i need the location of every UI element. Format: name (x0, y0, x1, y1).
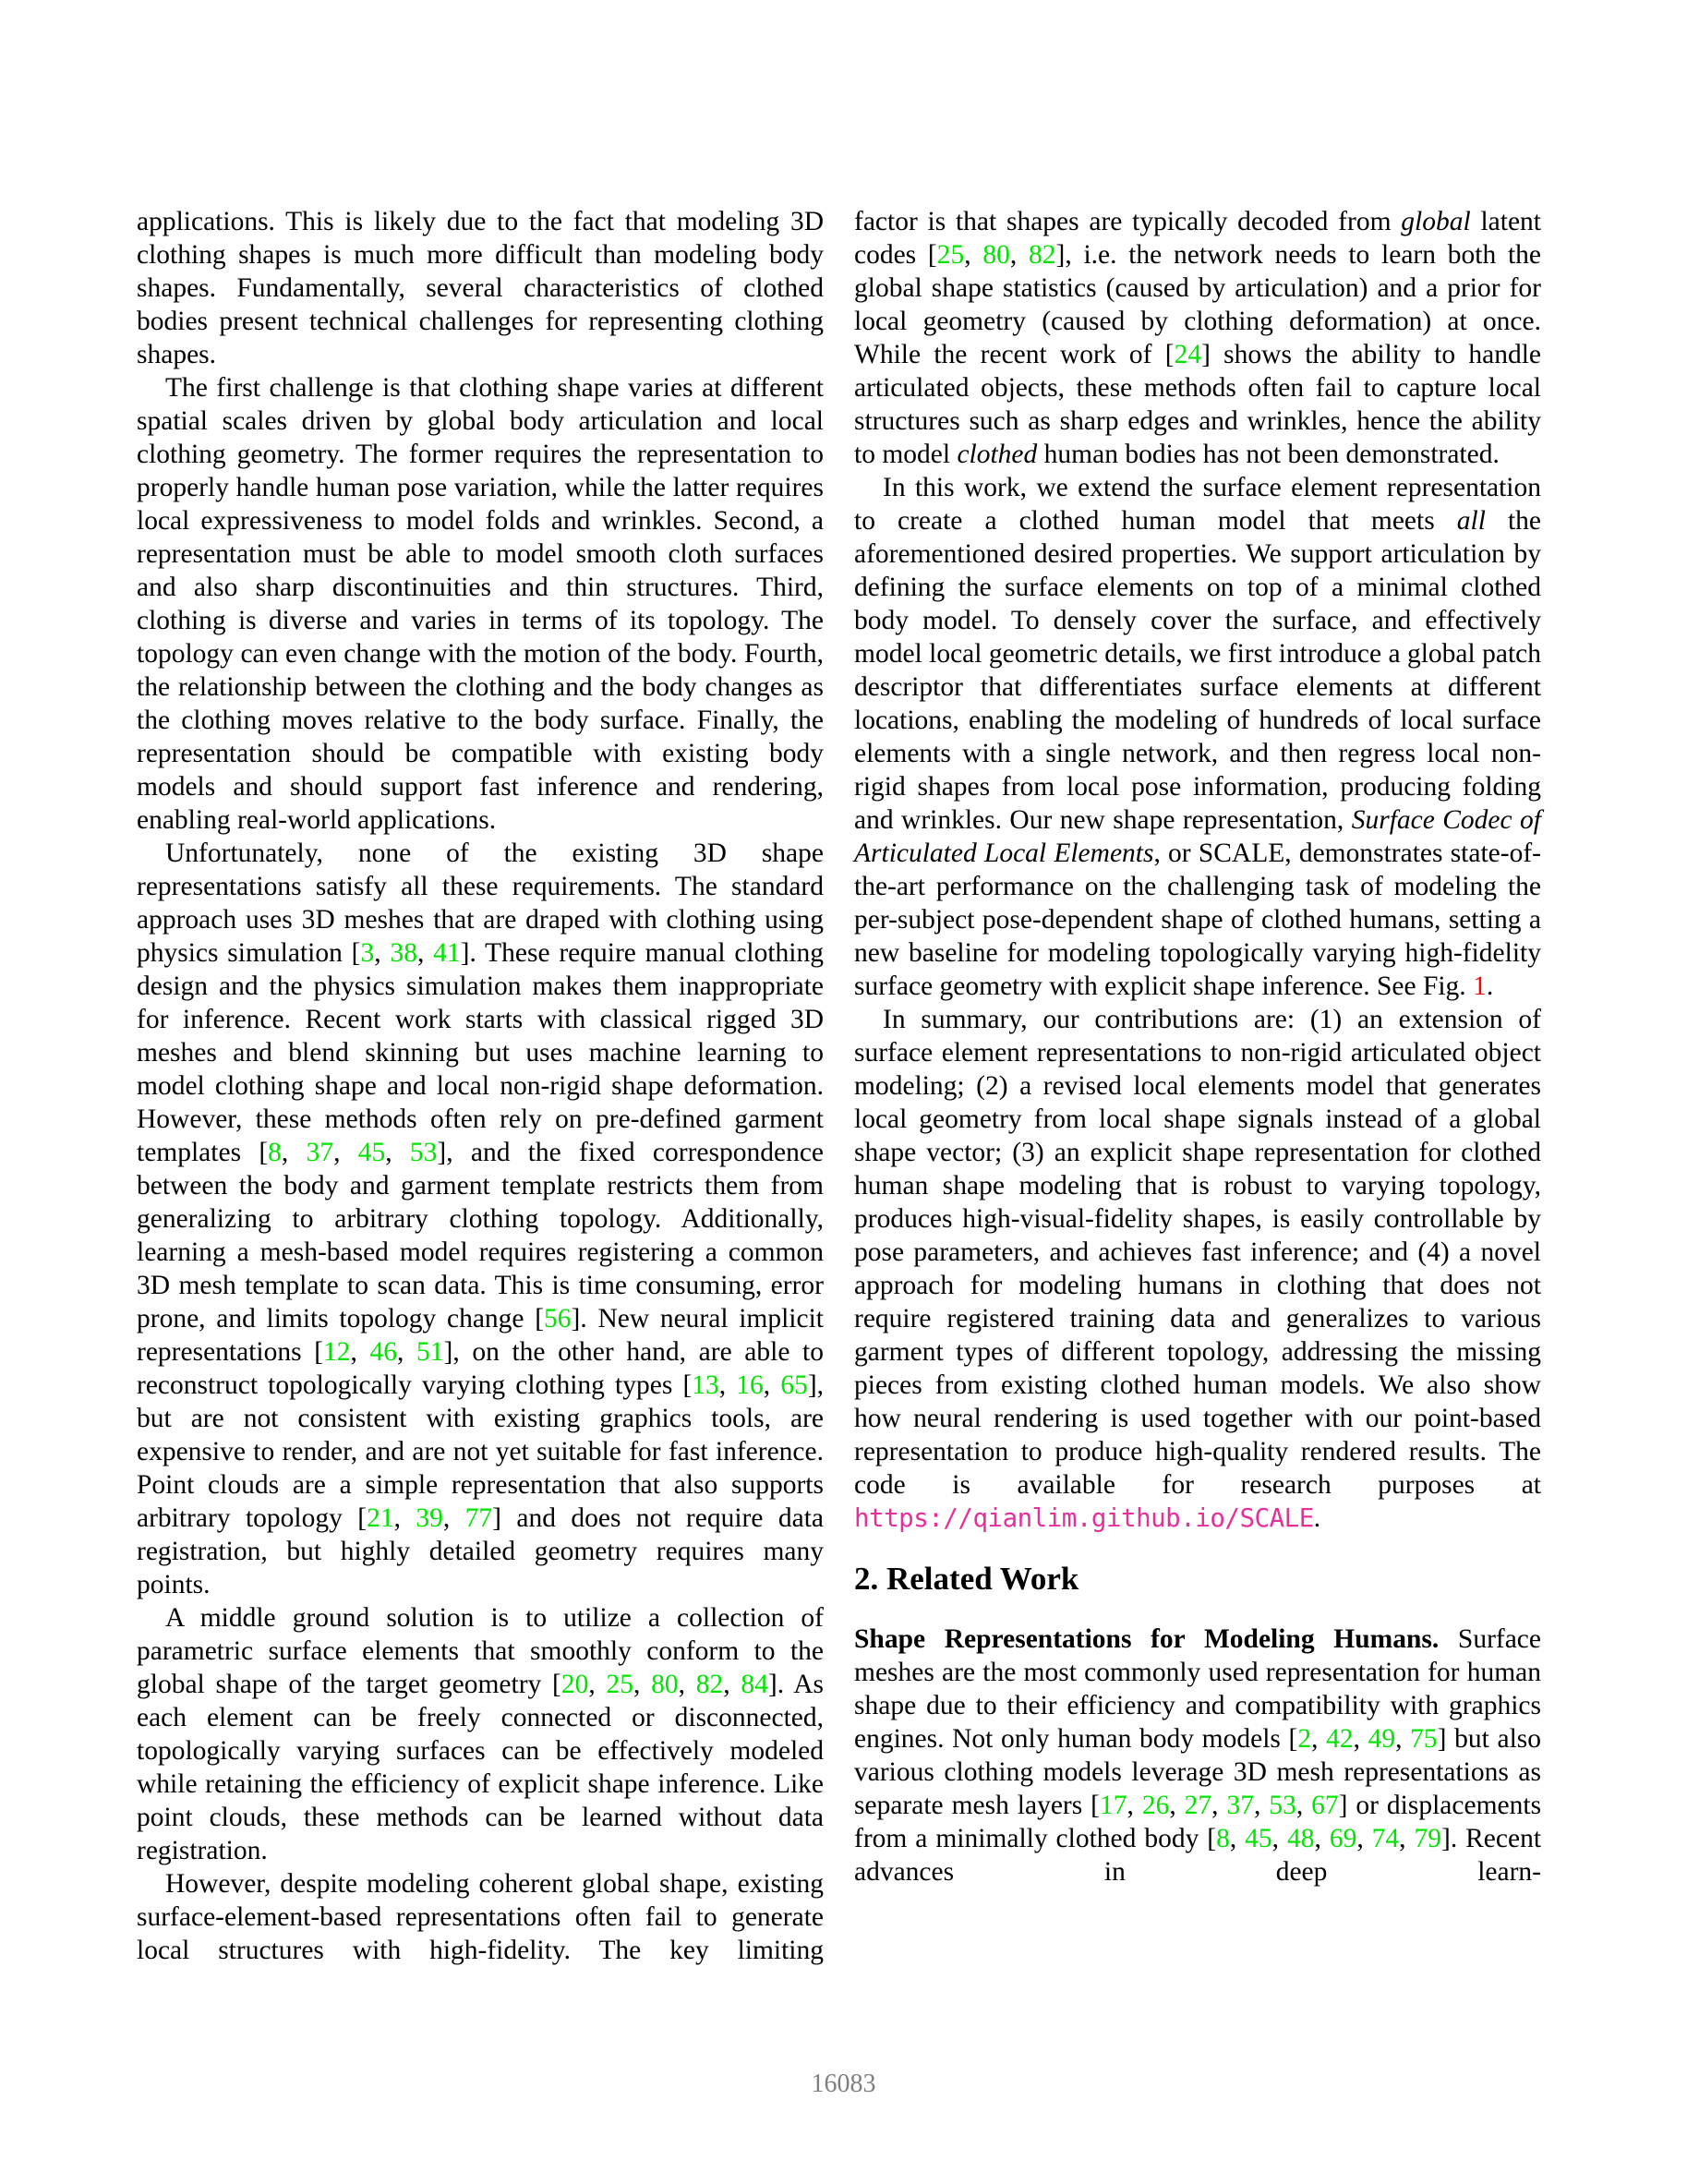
text-run: , and the fixed correspondence between the body and garment template restricts them from generalizing to arbitrary clothing topology. Additionally, learning a mesh-based model requires registering a common 3D mesh template to scan data. This is time consuming, error prone, and limits topology change (137, 1138, 825, 1333)
text-run: . (1486, 971, 1494, 1001)
citation-link[interactable]: 42 (1326, 1724, 1354, 1754)
citation-link[interactable]: 65 (780, 1370, 808, 1400)
text-run: , (1399, 1824, 1415, 1853)
italic-text-run: all (1456, 506, 1486, 536)
text-run: , (1356, 1824, 1372, 1853)
citation-link[interactable]: 26 (1141, 1791, 1170, 1820)
text-run: , (723, 1670, 741, 1699)
text-run: or displacements from a minimally clothed body (854, 1791, 1542, 1853)
text-run: ] (807, 1370, 817, 1400)
text-run: . Recent advances in deep learn- (854, 1824, 1542, 1887)
text-run: . These require manual clothing design and the physics simulation makes them inappropriate for inference. Recent work starts with classical rigged 3D meshes and blend skinning but uses machine learning to model clothing shape and local non-rigid shape deformation. However, these methods often rely on pre-defined garment templates (137, 938, 824, 1167)
paragraph (137, 837, 824, 1601)
text-run: , (393, 1503, 416, 1533)
paragraph (137, 205, 824, 371)
text-run: , (333, 1138, 358, 1167)
text-run: Unfortunately, none of the existing 3D shape representations satisfy all these requirements. The standard approach uses 3D meshes that are draped with clothing using physics simulation (137, 839, 824, 968)
text-run: In this work, we extend the surface element representation to create a clothed human model that meets (854, 473, 1541, 536)
text-run: , or SCALE, demonstrates state-of-the-art performance on the challenging task of modeling the per-subject pose-dependent shape of clothed humans, setting a new baseline for modeling topologically varying high-fidelity surface geometry with explicit shape inference. See Fig. (854, 839, 1541, 1001)
citation-link[interactable]: 13 (692, 1370, 719, 1400)
text-run: [ (357, 1503, 368, 1533)
text-run: ] (1055, 240, 1066, 270)
text-run: ] (767, 1670, 777, 1699)
text-run: ] (443, 1337, 453, 1367)
citation-link[interactable]: 41 (433, 938, 461, 968)
text-run: , (718, 1370, 737, 1400)
text-run: , (763, 1370, 781, 1400)
text-run: latent codes (854, 207, 1541, 270)
text-run: , (633, 1670, 652, 1699)
citation-link[interactable]: 82 (1029, 240, 1056, 270)
citation-link[interactable]: 37 (1226, 1791, 1254, 1820)
text-run: However, despite modeling coherent global shape, existing surface-element-based representations often fail to generate local structures with high-fidelity. The key limiting (137, 1869, 824, 1965)
citation-link[interactable]: 80 (982, 240, 1010, 270)
text-run: [ (1288, 1724, 1298, 1754)
text-run: , (1127, 1791, 1142, 1820)
text-run: ] (1338, 1791, 1348, 1820)
citation-link[interactable]: 84 (741, 1670, 768, 1699)
citation-link[interactable]: 53 (1269, 1791, 1296, 1820)
text-run: shows the ability to handle articulated objects, these methods often fail to capture local structures such as sharp edges and wrinkles, hence the ability to model (854, 340, 1542, 469)
text-run: [ (1091, 1791, 1100, 1820)
citation-link[interactable]: 48 (1287, 1824, 1315, 1853)
text-run: [ (535, 1304, 545, 1333)
citation-link[interactable]: 45 (1245, 1824, 1272, 1853)
text-run: . (1313, 1503, 1321, 1533)
text-run: and does not require data registration, but highly detailed geometry requires many points. (137, 1503, 825, 1599)
text-run: A middle ground solution is to utilize a collection of parametric surface elements that smoothly conform to the global shape of the target geometry (137, 1603, 824, 1699)
paragraph (854, 1623, 1541, 1888)
text-run: ] (1437, 1724, 1447, 1754)
text-run: , (1211, 1791, 1227, 1820)
citation-link[interactable]: 56 (544, 1304, 572, 1333)
citation-link[interactable]: 20 (560, 1670, 589, 1699)
citation-link[interactable]: 3 (360, 938, 375, 968)
text-run: ] (1201, 340, 1211, 369)
text-run: Surface meshes are the most commonly used representation for human shape due to their efficiency and compatibility with graphics engines. Not only human body models (854, 1624, 1541, 1754)
paragraph (137, 1601, 824, 1867)
text-run: , (374, 938, 391, 968)
citation-link[interactable]: 77 (464, 1503, 493, 1533)
text-run: [ (351, 938, 361, 968)
text-run: , (588, 1670, 607, 1699)
citation-link[interactable]: 38 (390, 938, 417, 968)
text-run: , but are not consistent with existing graphics tools, are expensive to render, and are not yet suitable for fast inference. Point clouds are a simple representation that also supports arbitrary topology (137, 1370, 825, 1533)
citation-link[interactable]: 53 (409, 1138, 438, 1167)
text-run: The first challenge is that clothing shape varies at different spatial scales driven by global body articulation and local clothing geometry. The former requires the representation to properly handle human pose variation, while the latter requires local expressiveness to model folds and wrinkles. Second, a representation must be able to model smooth cloth surfaces and also sharp discontinuities and thin structures. Third, clothing is diverse and varies in terms of its topology. The topology can even change with the motion of the body. Fourth, the relationship between the clothing and the body changes as the clothing moves relative to the body surface. Finally, the representation should be compatible with existing body models and should support fast inference and rendering, enabling real-world applications. (137, 373, 824, 835)
citation-link[interactable]: 80 (651, 1670, 679, 1699)
citation-link[interactable]: 25 (606, 1670, 633, 1699)
code-url-link[interactable]: https://qianlim.github.io/SCALE (854, 1503, 1314, 1533)
text-run: [ (259, 1138, 269, 1167)
text-run: [ (314, 1337, 324, 1367)
text-run: factor is that shapes are typically decoded from (854, 207, 1402, 236)
paragraph (854, 1003, 1541, 1535)
paragraph (137, 371, 824, 837)
section-heading: 2. Related Work (854, 1561, 1079, 1597)
text-run: [ (552, 1670, 561, 1699)
citation-link[interactable]: 2 (1297, 1724, 1312, 1754)
text-run: but also various clothing models leverage 3D mesh representations as separate mesh layers (854, 1724, 1541, 1820)
page-number: 16083 (811, 2069, 876, 2098)
text-run: , (1395, 1724, 1411, 1754)
citation-link[interactable]: 39 (416, 1503, 443, 1533)
text-run: , (416, 938, 434, 968)
text-run: [ (927, 240, 937, 270)
right-column (854, 205, 1541, 1967)
text-run: [ (1207, 1824, 1217, 1853)
text-run: , (397, 1337, 417, 1367)
paragraph (854, 205, 1541, 471)
text-run: , (1009, 240, 1029, 270)
text-run: , (1253, 1791, 1270, 1820)
text-run: In summary, our contributions are: (1) an extension of surface element representations to non-rigid articulated object modeling; (2) a revised local elements model that generates local geometry from local shape signals instead of a global shape vector; (3) an explicit shape representation for clothed human shape modeling that is robust to varying topology, produces high-visual-fidelity shapes, is easily controllable by pose parameters, and achieves fast inference; and (4) a novel approach for modeling humans in clothing that does not require registered training data and generalizes to various garment types of different topology, addressing the missing pieces from existing clothed human models. We also show how neural rendering is used together with our point-based representation to produce high-quality rendered results. The code is available for research purposes at (854, 1005, 1541, 1500)
citation-link[interactable]: 24 (1174, 340, 1202, 369)
citation-link[interactable]: 69 (1329, 1824, 1357, 1853)
citation-link[interactable]: 46 (369, 1337, 398, 1367)
figure-link[interactable]: 1 (1473, 971, 1487, 1001)
text-run: , (385, 1138, 410, 1167)
text-run: , (678, 1670, 696, 1699)
citation-link[interactable]: 75 (1410, 1724, 1438, 1754)
text-run: applications. This is likely due to the fact that modeling 3D clothing shapes is much more difficult than modeling body shapes. Fundamentally, several characteristics of clothed bodies present technical challenges for representing clothing shapes. (137, 207, 824, 369)
text-run: , (964, 240, 983, 270)
citation-link[interactable]: 21 (367, 1503, 394, 1533)
text-run: [ (1164, 340, 1175, 369)
text-run: , (1169, 1791, 1185, 1820)
text-run: ] (492, 1503, 501, 1533)
bold-lead-in: Shape Representations for Modeling Humans. (854, 1624, 1440, 1654)
citation-link[interactable]: 49 (1368, 1724, 1396, 1754)
citation-link[interactable]: 37 (306, 1138, 334, 1167)
citation-link[interactable]: 12 (323, 1337, 351, 1367)
text-run: , i.e. the network needs to learn both the global shape statistics (caused by articulation) and a prior for local geometry (caused by clothing deformation) at once. While the recent work of (854, 240, 1541, 369)
citation-link[interactable]: 27 (1184, 1791, 1212, 1820)
text-run: ] (437, 1138, 447, 1167)
citation-link[interactable]: 8 (268, 1138, 282, 1167)
text-run: , (1295, 1791, 1312, 1820)
citation-link[interactable]: 17 (1100, 1791, 1127, 1820)
italic-text-run: clothed (957, 440, 1038, 469)
text-run: , on the other hand, are able to reconstruct topologically varying clothing types (137, 1337, 825, 1400)
citation-link[interactable]: 25 (936, 240, 965, 270)
paragraph (854, 471, 1541, 1003)
citation-link[interactable]: 79 (1414, 1824, 1441, 1853)
left-column (137, 205, 824, 1967)
text-run: ] (571, 1304, 581, 1333)
text-run: , (1353, 1724, 1368, 1754)
text-run: the aforementioned desired properties. We support articulation by defining the surface elements on top of a minimal clothed body model. To densely cover the surface, and effectively model local geometric details, we first introduce a global patch descriptor that differentiates surface elements at different locations, enabling the modeling of hundreds of local surface elements with a single network, and then regress local non-rigid shapes from local pose information, producing folding and wrinkles. Our new shape representation, (854, 506, 1541, 835)
text-run: , (1311, 1724, 1327, 1754)
text-run: ] (1440, 1824, 1451, 1853)
citation-link[interactable]: 8 (1216, 1824, 1230, 1853)
citation-link[interactable]: 82 (695, 1670, 724, 1699)
text-run: , (281, 1138, 307, 1167)
citation-link[interactable]: 51 (416, 1337, 444, 1367)
text-run: human bodies has not been demonstrated. (1037, 440, 1500, 469)
text-run: , (350, 1337, 370, 1367)
citation-link[interactable]: 45 (357, 1138, 386, 1167)
citation-link[interactable]: 16 (736, 1370, 764, 1400)
page-content (137, 205, 1541, 1967)
text-run: , (1314, 1824, 1330, 1853)
text-run: , (442, 1503, 465, 1533)
text-run: ] (460, 938, 470, 968)
citation-link[interactable]: 74 (1371, 1824, 1400, 1853)
italic-text-run: global (1401, 207, 1471, 236)
text-run: . New neural implicit representations (137, 1304, 824, 1367)
citation-link[interactable]: 67 (1311, 1791, 1339, 1820)
italic-text-run: Surface Codec of Articulated Local Elements (854, 805, 1541, 868)
text-run: . As each element can be freely connected or disconnected, topologically varying surfaces can be effectively modeled while retaining the efficiency of explicit shape inference. Like point clouds, these methods can be learned without data registration. (137, 1670, 824, 1865)
text-run: , (1271, 1824, 1287, 1853)
paragraph (137, 1867, 824, 1967)
text-run: , (1229, 1824, 1246, 1853)
text-run: [ (682, 1370, 693, 1400)
